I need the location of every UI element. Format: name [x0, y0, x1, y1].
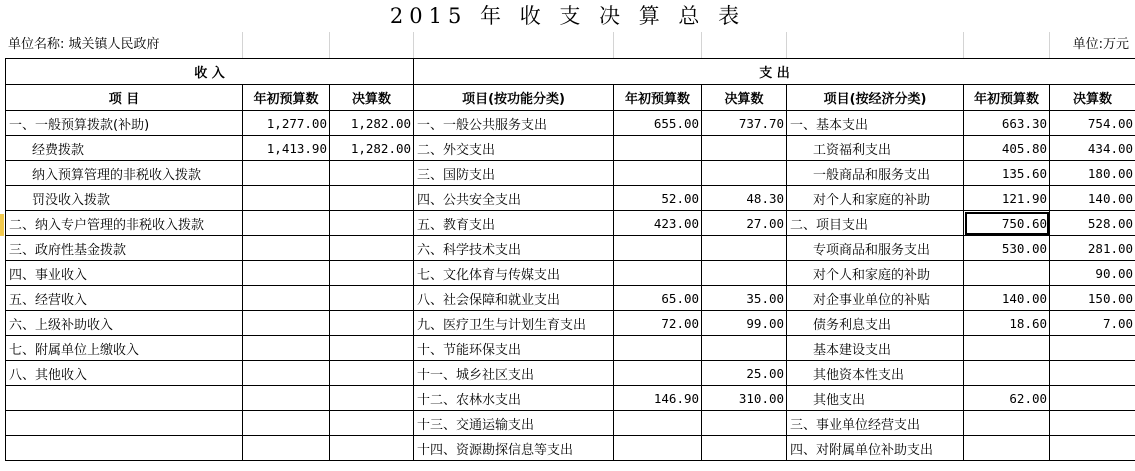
cell-gridline [242, 32, 243, 58]
func-final-cell[interactable] [702, 336, 787, 361]
func-item-cell[interactable]: 六、科学技术支出 [414, 236, 614, 261]
func-final-cell[interactable]: 25.00 [702, 361, 787, 386]
col-header-income-final[interactable]: 决算数 [330, 85, 414, 111]
income-budget-cell[interactable] [243, 436, 330, 461]
table-row [6, 261, 1135, 286]
table-row [6, 211, 1135, 236]
econ-item-cell[interactable]: 对企事业单位的补贴 [787, 286, 964, 311]
income-final-cell[interactable] [330, 436, 414, 461]
income-final-cell[interactable] [330, 236, 414, 261]
col-header-func-budget[interactable]: 年初预算数 [614, 85, 702, 111]
income-item-cell[interactable]: 经费拨款 [6, 136, 243, 161]
econ-item-cell[interactable]: 基本建设支出 [787, 336, 964, 361]
income-item-cell[interactable]: 七、附属单位上缴收入 [6, 336, 243, 361]
func-item-cell[interactable]: 三、国防支出 [414, 161, 614, 186]
income-final-cell[interactable] [330, 411, 414, 436]
row-selection-indicator [0, 214, 4, 236]
income-budget-cell[interactable] [243, 186, 330, 211]
econ-budget-cell[interactable]: 530.00 [964, 236, 1050, 261]
econ-item-cell[interactable]: 债务利息支出 [787, 311, 964, 336]
income-budget-cell[interactable] [243, 161, 330, 186]
income-item-cell[interactable]: 五、经营收入 [6, 286, 243, 311]
income-final-cell[interactable] [330, 186, 414, 211]
income-budget-cell[interactable] [243, 236, 330, 261]
income-item-cell[interactable] [6, 386, 243, 411]
econ-budget-cell[interactable]: 135.60 [964, 161, 1050, 186]
func-item-cell[interactable]: 八、社会保障和就业支出 [414, 286, 614, 311]
table-row [6, 186, 1135, 211]
table-row [6, 136, 1135, 161]
econ-final-cell[interactable]: 150.00 [1050, 286, 1135, 311]
income-budget-cell[interactable] [243, 336, 330, 361]
func-item-cell[interactable]: 四、公共安全支出 [414, 186, 614, 211]
table-row [6, 236, 1135, 261]
income-final-cell[interactable] [330, 361, 414, 386]
income-item-cell[interactable]: 六、上级补助收入 [6, 311, 243, 336]
unit-label[interactable]: 单位:万元 [1072, 37, 1129, 52]
cell-gridline [329, 32, 330, 58]
col-header-income-budget[interactable]: 年初预算数 [243, 85, 330, 111]
func-budget-cell[interactable]: 146.90 [614, 386, 702, 411]
func-final-cell[interactable] [702, 436, 787, 461]
econ-final-cell[interactable] [1050, 361, 1135, 386]
func-final-cell[interactable]: 310.00 [702, 386, 787, 411]
econ-item-cell[interactable]: 三、事业单位经营支出 [787, 411, 964, 436]
cell-gridline [786, 32, 787, 58]
func-item-cell[interactable]: 五、教育支出 [414, 211, 614, 236]
econ-budget-cell[interactable] [964, 336, 1050, 361]
income-final-cell[interactable] [330, 336, 414, 361]
econ-budget-cell[interactable]: 663.30 [964, 111, 1050, 136]
econ-item-cell[interactable]: 对个人和家庭的补助 [787, 261, 964, 286]
func-final-cell[interactable]: 99.00 [702, 311, 787, 336]
income-budget-cell[interactable]: 1,277.00 [243, 111, 330, 136]
econ-final-cell[interactable] [1050, 386, 1135, 411]
func-item-cell[interactable]: 十四、资源勘探信息等支出 [414, 436, 614, 461]
econ-item-cell[interactable]: 对个人和家庭的补助 [787, 186, 964, 211]
econ-budget-cell[interactable] [964, 411, 1050, 436]
econ-final-cell[interactable]: 140.00 [1050, 186, 1135, 211]
func-final-cell[interactable]: 737.70 [702, 111, 787, 136]
income-item-cell[interactable]: 八、其他收入 [6, 361, 243, 386]
func-item-cell[interactable]: 十二、农林水支出 [414, 386, 614, 411]
func-budget-cell[interactable] [614, 361, 702, 386]
econ-final-cell[interactable]: 180.00 [1050, 161, 1135, 186]
func-budget-cell[interactable]: 65.00 [614, 286, 702, 311]
func-final-cell[interactable]: 27.00 [702, 211, 787, 236]
table-row [6, 311, 1135, 336]
income-item-cell[interactable]: 四、事业收入 [6, 261, 243, 286]
econ-budget-cell[interactable]: 405.80 [964, 136, 1050, 161]
unit-info-row [0, 32, 1135, 58]
col-header-func-item[interactable]: 项目(按功能分类) [414, 85, 614, 111]
econ-item-cell[interactable]: 专项商品和服务支出 [787, 236, 964, 261]
func-final-cell[interactable] [702, 261, 787, 286]
col-header-econ-final[interactable]: 决算数 [1050, 85, 1135, 111]
income-budget-cell[interactable] [243, 361, 330, 386]
expense-section-header[interactable]: 支 出 [414, 59, 1135, 85]
income-final-cell[interactable]: 1,282.00 [330, 111, 414, 136]
unit-name[interactable]: 单位名称: 城关镇人民政府 [8, 37, 160, 52]
func-budget-cell[interactable]: 655.00 [614, 111, 702, 136]
income-budget-cell[interactable]: 1,413.90 [243, 136, 330, 161]
econ-final-cell[interactable]: 528.00 [1050, 211, 1135, 236]
budget-table [5, 58, 1135, 461]
income-budget-cell[interactable] [243, 386, 330, 411]
income-budget-cell[interactable] [243, 286, 330, 311]
econ-item-cell[interactable]: 二、项目支出 [787, 211, 964, 236]
income-item-cell[interactable]: 罚没收入拨款 [6, 186, 243, 211]
func-final-cell[interactable] [702, 411, 787, 436]
econ-final-cell[interactable] [1050, 436, 1135, 461]
func-final-cell[interactable] [702, 136, 787, 161]
table-row [6, 286, 1135, 311]
func-item-cell[interactable]: 十、节能环保支出 [414, 336, 614, 361]
func-final-cell[interactable]: 48.30 [702, 186, 787, 211]
col-header-item[interactable]: 项 目 [6, 85, 243, 111]
econ-budget-cell[interactable]: 18.60 [964, 311, 1050, 336]
func-budget-cell[interactable] [614, 261, 702, 286]
income-final-cell[interactable] [330, 286, 414, 311]
econ-budget-cell[interactable]: 140.00 [964, 286, 1050, 311]
col-header-econ-budget[interactable]: 年初预算数 [964, 85, 1050, 111]
cell-gridline [613, 32, 614, 58]
income-final-cell[interactable] [330, 161, 414, 186]
income-item-cell[interactable]: 三、政府性基金拨款 [6, 236, 243, 261]
col-header-func-final[interactable]: 决算数 [702, 85, 787, 111]
econ-budget-cell[interactable]: 121.90 [964, 186, 1050, 211]
income-item-cell[interactable] [6, 411, 243, 436]
func-budget-cell[interactable]: 423.00 [614, 211, 702, 236]
econ-budget-cell[interactable] [964, 436, 1050, 461]
income-item-cell[interactable]: 一、一般预算拨款(补助) [6, 111, 243, 136]
income-budget-cell[interactable] [243, 311, 330, 336]
header-row-sections [6, 59, 1135, 85]
func-budget-cell[interactable] [614, 136, 702, 161]
econ-final-cell[interactable]: 281.00 [1050, 236, 1135, 261]
func-final-cell[interactable] [702, 161, 787, 186]
income-item-cell[interactable]: 纳入预算管理的非税收入拨款 [6, 161, 243, 186]
income-section-header[interactable]: 收 入 [6, 59, 414, 85]
income-budget-cell[interactable] [243, 261, 330, 286]
func-item-cell[interactable]: 一、一般公共服务支出 [414, 111, 614, 136]
income-item-cell[interactable]: 二、纳入专户管理的非税收入拨款 [6, 211, 243, 236]
table-row [6, 411, 1135, 436]
func-budget-cell[interactable] [614, 161, 702, 186]
econ-budget-cell[interactable]: 750.60 [964, 211, 1050, 236]
income-final-cell[interactable] [330, 386, 414, 411]
report-title: 2015 年 收 支 决 算 总 表 [389, 4, 746, 28]
table-row [6, 361, 1135, 386]
func-budget-cell[interactable] [614, 436, 702, 461]
table-row [6, 386, 1135, 411]
econ-final-cell[interactable]: 7.00 [1050, 311, 1135, 336]
income-budget-cell[interactable] [243, 211, 330, 236]
table-row [6, 111, 1135, 136]
econ-budget-cell[interactable]: 62.00 [964, 386, 1050, 411]
econ-final-cell[interactable]: 90.00 [1050, 261, 1135, 286]
func-item-cell[interactable]: 十三、交通运输支出 [414, 411, 614, 436]
cell-gridline [413, 32, 414, 58]
func-item-cell[interactable]: 二、外交支出 [414, 136, 614, 161]
cell-gridline [963, 32, 964, 58]
income-item-cell[interactable] [6, 436, 243, 461]
econ-final-cell[interactable]: 434.00 [1050, 136, 1135, 161]
func-final-cell[interactable]: 35.00 [702, 286, 787, 311]
table-row [6, 161, 1135, 186]
func-budget-cell[interactable]: 52.00 [614, 186, 702, 211]
econ-item-cell[interactable]: 其他支出 [787, 386, 964, 411]
table-row [6, 336, 1135, 361]
econ-item-cell[interactable]: 其他资本性支出 [787, 361, 964, 386]
econ-item-cell[interactable]: 工资福利支出 [787, 136, 964, 161]
econ-item-cell[interactable]: 一、基本支出 [787, 111, 964, 136]
income-final-cell[interactable] [330, 211, 414, 236]
econ-budget-cell[interactable] [964, 261, 1050, 286]
col-header-econ-item[interactable]: 项目(按经济分类) [787, 85, 964, 111]
econ-budget-cell[interactable] [964, 361, 1050, 386]
income-final-cell[interactable]: 1,282.00 [330, 136, 414, 161]
table-row [6, 436, 1135, 461]
cell-gridline [1049, 32, 1050, 58]
income-final-cell[interactable] [330, 261, 414, 286]
func-item-cell[interactable]: 七、文化体育与传媒支出 [414, 261, 614, 286]
func-budget-cell[interactable] [614, 411, 702, 436]
econ-final-cell[interactable] [1050, 336, 1135, 361]
econ-final-cell[interactable] [1050, 411, 1135, 436]
func-final-cell[interactable] [702, 236, 787, 261]
income-final-cell[interactable] [330, 311, 414, 336]
econ-item-cell[interactable]: 一般商品和服务支出 [787, 161, 964, 186]
func-item-cell[interactable]: 十一、城乡社区支出 [414, 361, 614, 386]
income-budget-cell[interactable] [243, 411, 330, 436]
func-budget-cell[interactable] [614, 336, 702, 361]
econ-final-cell[interactable]: 754.00 [1050, 111, 1135, 136]
func-budget-cell[interactable]: 72.00 [614, 311, 702, 336]
header-row-columns [6, 85, 1135, 111]
func-budget-cell[interactable] [614, 236, 702, 261]
func-item-cell[interactable]: 九、医疗卫生与计划生育支出 [414, 311, 614, 336]
cell-gridline [701, 32, 702, 58]
econ-item-cell[interactable]: 四、对附属单位补助支出 [787, 436, 964, 461]
